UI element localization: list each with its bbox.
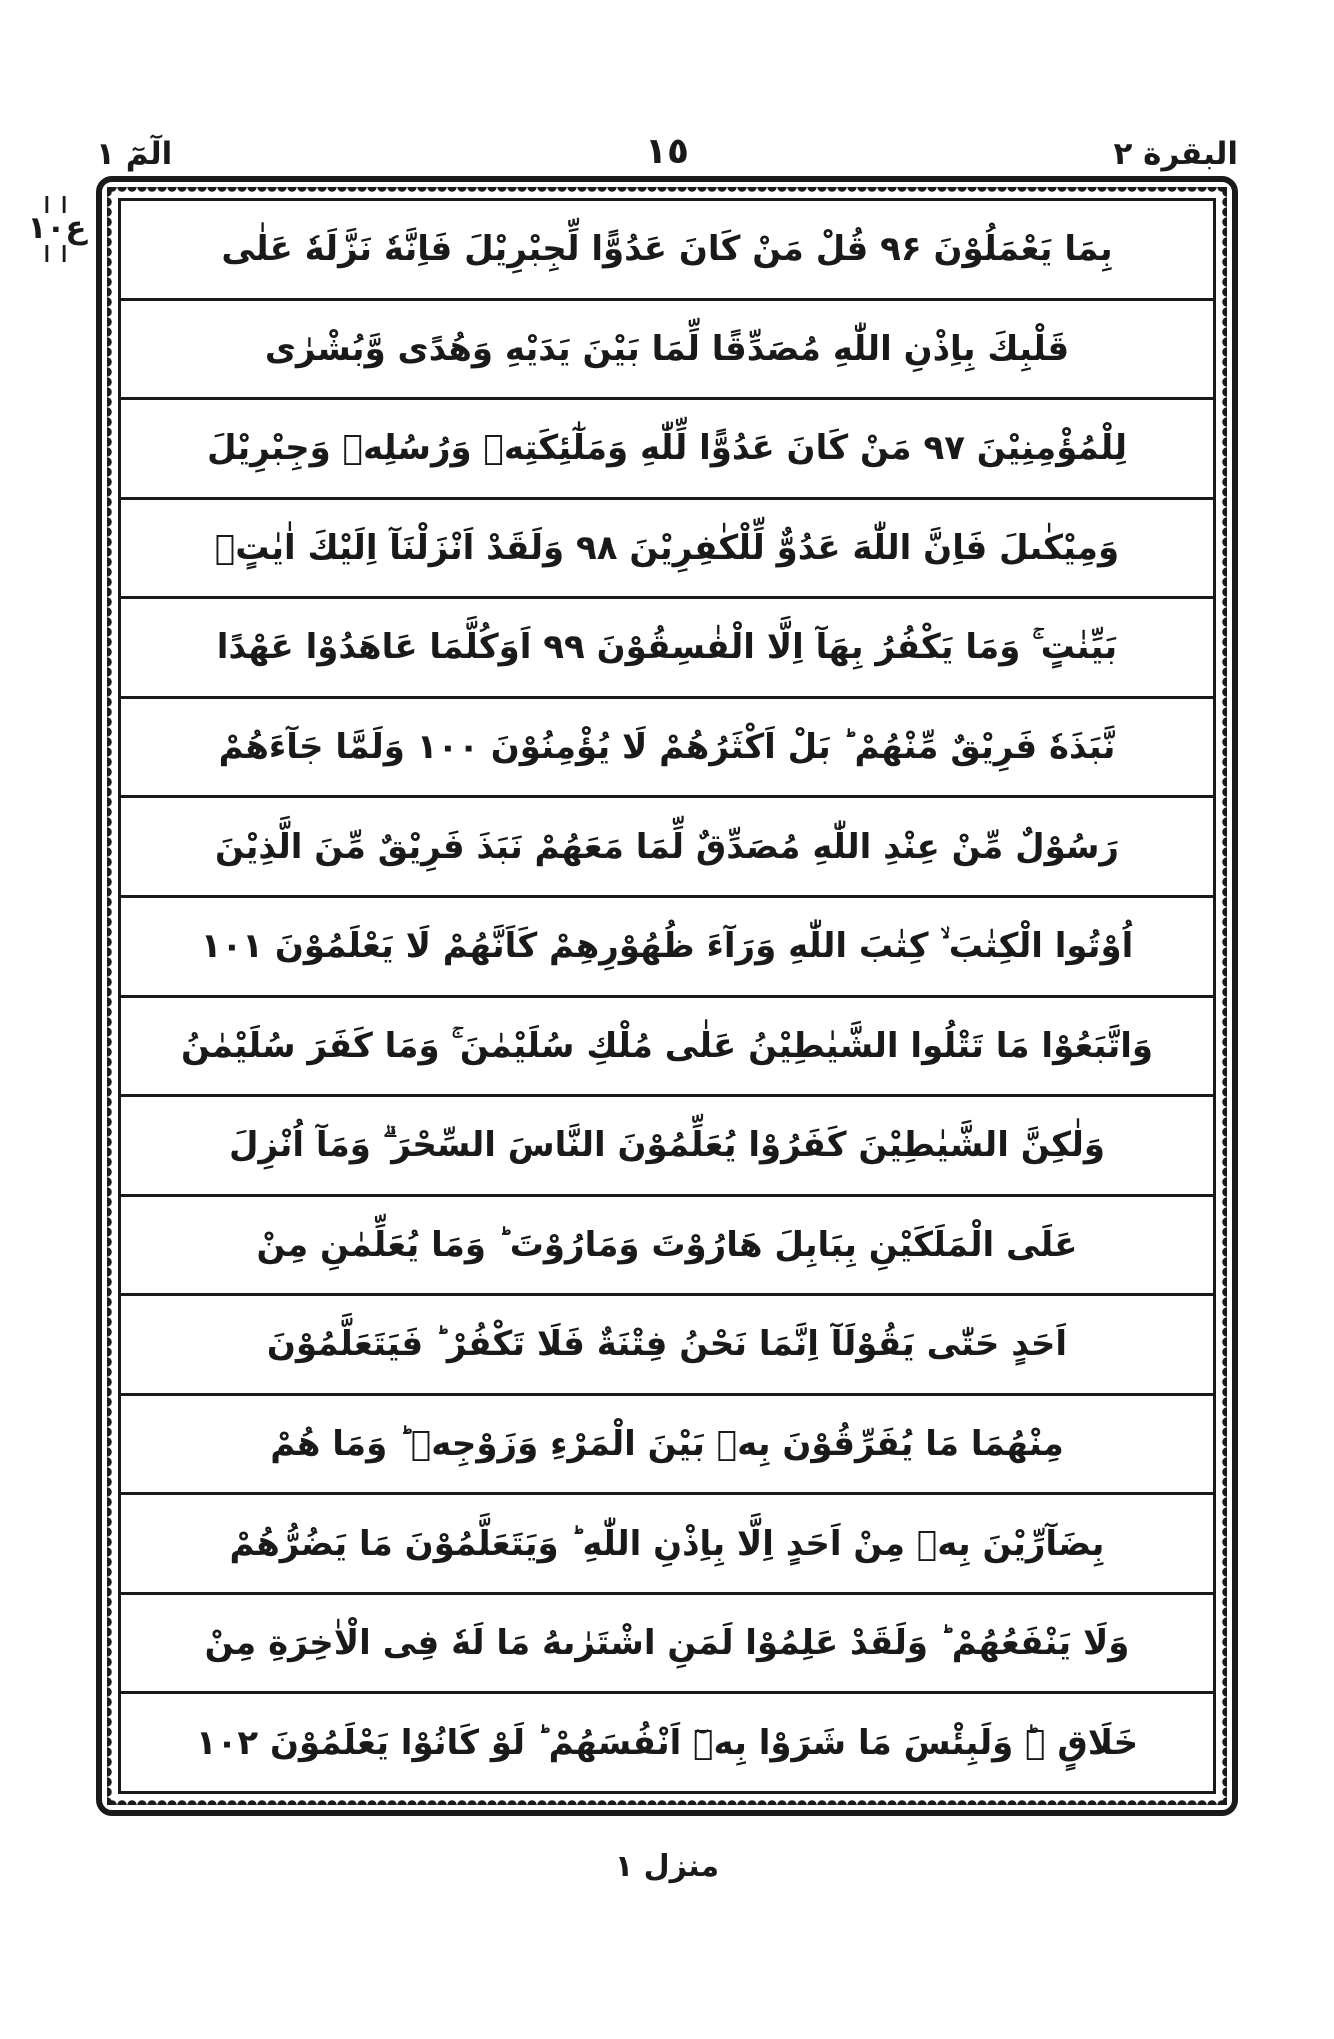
ayah-line-text: بِضَآرِّيْنَ بِهٖ مِنْ اَحَدٍ اِلَّا بِاِذْنِ اللّٰهِ ؕ وَيَتَعَلَّمُوْنَ مَا يَضُرُّهُمْ (229, 1523, 1105, 1564)
ayah-line-text: قَلْبِكَ بِاِذْنِ اللّٰهِ مُصَدِّقًا لِّمَا بَيْنَ يَدَيْهِ وَهُدًى وَّبُشْرٰى (264, 328, 1070, 369)
ayah-line-text: وَلٰكِنَّ الشَّيٰطِيْنَ كَفَرُوْا يُعَلِّمُوْنَ النَّاسَ السِّحْرَ ۗ وَمَآ اُنْزِلَ (229, 1125, 1105, 1166)
ayah-line-text: رَسُوْلٌ مِّنْ عِنْدِ اللّٰهِ مُصَدِّقٌ لِّمَا مَعَهُمْ نَبَذَ فَرِيْقٌ مِّنَ الَّذِيْنَ (215, 826, 1119, 867)
ayah-line-text: لِلْمُؤْمِنِيْنَ ۹۷ مَنْ كَانَ عَدُوًّا لِّلّٰهِ وَمَلٰٓئِكَتِهٖ وَرُسُلِهٖ وَجِبْرِيْلَ (207, 428, 1127, 469)
ornament-top-icon (107, 187, 1227, 198)
ayah-line (121, 1296, 1213, 1396)
text-frame (96, 176, 1238, 1816)
ruku-bottom-rule-icon: ❙❙ (39, 243, 75, 263)
page-header (96, 108, 1238, 170)
ayah-line (121, 500, 1213, 600)
ornament-left-icon (107, 187, 118, 1805)
ayah-line (121, 1097, 1213, 1197)
ayah-line-text: وَلَا يَنْفَعُهُمْ ؕ وَلَقَدْ عَلِمُوْا لَمَنِ اشْتَرٰىهُ مَا لَهٗ فِى الْاٰخِرَةِ مِنْ (204, 1623, 1130, 1664)
ornament-bottom-icon (107, 1794, 1227, 1805)
ruku-marker (26, 196, 88, 261)
ayah-line-text: عَلَى الْمَلَكَيْنِ بِبَابِلَ هَارُوْتَ وَمَارُوْتَ ؕ وَمَا يُعَلِّمٰنِ مِنْ (256, 1224, 1078, 1265)
ayah-line (121, 1197, 1213, 1297)
ayah-line-text: مِنْهُمَا مَا يُفَرِّقُوْنَ بِهٖ بَيْنَ الْمَرْءِ وَزَوْجِهٖ ؕ وَمَا هُمْ (270, 1423, 1064, 1464)
ayah-line-text: نَّبَذَهٗ فَرِيْقٌ مِّنْهُمْ ؕ بَلْ اَكْثَرُهُمْ لَا يُؤْمِنُوْنَ ۱۰۰ وَلَمَّا جَآءَهُمْ (218, 727, 1116, 768)
ayah-line (121, 1396, 1213, 1496)
page-number: ١٥ (645, 131, 689, 172)
surah-label: البقرة ٢ (1113, 136, 1238, 172)
ayah-line-text: اَحَدٍ حَتّٰى يَقُوْلَآ اِنَّمَا نَحْنُ فِتْنَةٌ فَلَا تَكْفُرْ ؕ فَيَتَعَلَّمُوْنَ (266, 1324, 1068, 1365)
ayah-line-text: بِمَا يَعْمَلُوْنَ ۹۶ قُلْ مَنْ كَانَ عَدُوًّا لِّجِبْرِيْلَ فَاِنَّهٗ نَزَّلَهٗ عَلٰى (221, 229, 1113, 270)
ayah-line (121, 998, 1213, 1098)
ayah-lines-container (118, 198, 1216, 1794)
ayah-line (121, 301, 1213, 401)
ayah-line (121, 400, 1213, 500)
ornament-right-icon (1216, 187, 1227, 1805)
ayah-line (121, 1595, 1213, 1695)
ayah-line (121, 599, 1213, 699)
ayah-line (121, 1694, 1213, 1791)
ayah-line (121, 699, 1213, 799)
ayah-line-text: وَمِيْكٰىلَ فَاِنَّ اللّٰهَ عَدُوٌّ لِّلْكٰفِرِيْنَ ۹۸ وَلَقَدْ اَنْزَلْنَآ اِلَيْكَ اٰيٰتٍۭ (214, 527, 1120, 568)
ruku-top-rule-icon: ❙❙ (39, 194, 75, 214)
ayah-line-text: وَاتَّبَعُوْا مَا تَتْلُوا الشَّيٰطِيْنُ عَلٰى مُلْكِ سُلَيْمٰنَ ۚ وَمَا كَفَرَ سُلَيْمٰنُ (180, 1025, 1154, 1066)
juz-label: الٓمٓ ١ (96, 136, 173, 172)
ayah-line-text: اُوْتُوا الْكِتٰبَ ۙ كِتٰبَ اللّٰهِ وَرَآءَ ظُهُوْرِهِمْ كَاَنَّهُمْ لَا يَعْلَمُوْنَ ۱۰۱ (200, 926, 1134, 967)
ayah-line-text: بَيِّنٰتٍ ۚ وَمَا يَكْفُرُ بِهَآ اِلَّا الْفٰسِقُوْنَ ۹۹ اَوَكُلَّمَا عَاهَدُوْا عَهْدًا (216, 627, 1118, 668)
ayah-line (121, 898, 1213, 998)
ayah-line (121, 201, 1213, 301)
manzil-label: منزل ١ (614, 1849, 720, 1884)
ayah-line-text: خَلَاقٍ ۣؕ وَلَبِئْسَ مَا شَرَوْا بِهٖٓ اَنْفُسَهُمْ ؕ لَوْ كَانُوْا يَعْلَمُوْنَ ۱۰۲ (195, 1722, 1139, 1763)
ayah-line (121, 1495, 1213, 1595)
ruku-glyph: ع١٠ (27, 210, 87, 246)
ayah-line (121, 798, 1213, 898)
